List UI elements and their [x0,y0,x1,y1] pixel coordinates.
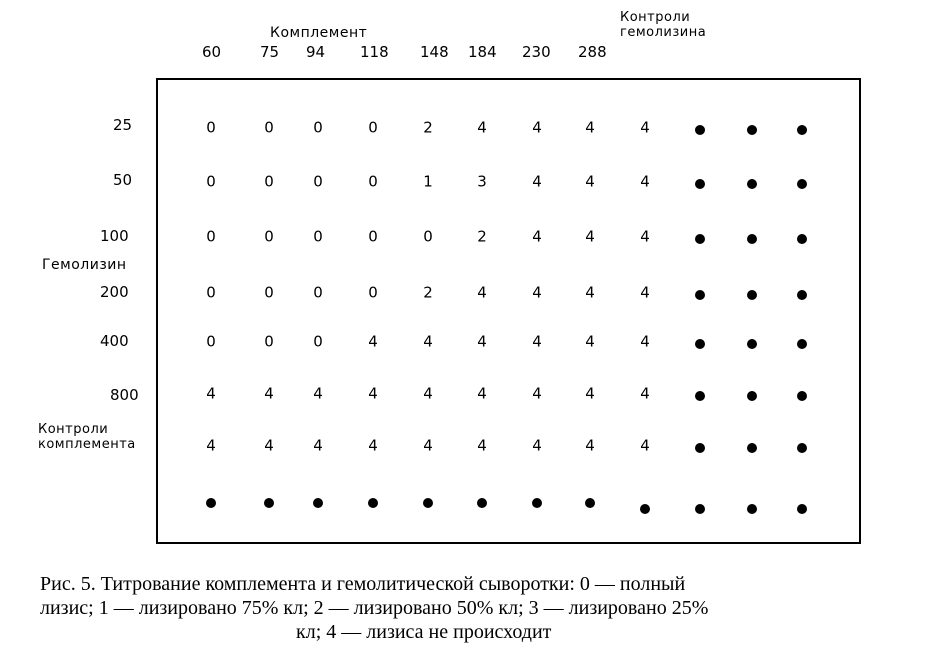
hemolysin-control-dot [747,391,757,401]
hemolysin-control-dot [797,391,807,401]
grid-cell-value: 4 [640,332,650,351]
grid-cell-value: 4 [585,283,595,302]
complement-control-dot [368,498,378,508]
complement-value: 94 [306,43,326,61]
complement-control-dot [477,498,487,508]
hemolysin-control-dot [747,125,757,135]
hemolysin-control-dot [695,290,705,300]
hemolysin-value: 800 [110,386,139,404]
grid-cell-value: 4 [313,384,323,403]
figure-caption [40,572,902,644]
grid-cell-value: 0 [206,227,216,246]
grid-cell-value: 4 [640,384,650,403]
grid-cell-value: 4 [585,172,595,191]
hemolysin-control-dot [797,125,807,135]
grid-cell-value: 4 [423,436,433,455]
grid-cell-value: 4 [477,283,487,302]
complement-value: 60 [202,43,222,61]
complement-control-dot [747,504,757,514]
hemolysin-control-dot [797,443,807,453]
complement-control-dot [423,498,433,508]
complement-value: 75 [260,43,280,61]
grid-cell-value: 0 [368,118,378,137]
complement-control-dot [532,498,542,508]
grid-cell-value: 4 [585,436,595,455]
grid-cell-value: 0 [313,172,323,191]
hemolysin-control-dot [695,443,705,453]
grid-cell-value: 4 [368,332,378,351]
grid-cell-value: 0 [423,227,433,246]
grid-cell-value: 0 [313,332,323,351]
grid-cell-value: 0 [264,332,274,351]
grid-cell-value: 4 [640,118,650,137]
grid-cell-value: 4 [423,384,433,403]
grid-cell-value: 4 [206,436,216,455]
grid-cell-value: 4 [477,384,487,403]
grid-cell-value: 2 [423,118,433,137]
hemolysin-value: 100 [100,227,129,245]
grid-cell-value: 4 [585,332,595,351]
grid-cell-value: 0 [264,283,274,302]
hemolysin-control-dot [747,290,757,300]
hemolysin-value: 50 [113,171,133,189]
caption-line-1: Рис. 5. Титрование комплемента и гемолитической сыворотки: 0 — полный [40,573,686,595]
grid-cell-value: 4 [423,332,433,351]
complement-value: 148 [420,43,449,61]
grid-cell-value: 0 [368,227,378,246]
caption-line-3: кл; 4 — лизиса не происходит [296,621,552,643]
complement-value: 118 [360,43,389,61]
grid-cell-value: 4 [313,436,323,455]
complement-control-dot [797,504,807,514]
grid-cell-value: 0 [206,332,216,351]
grid-cell-value: 4 [532,227,542,246]
grid-cell-value: 0 [206,283,216,302]
hemolysin-control-dot [695,234,705,244]
hemolysin-control-dot [797,339,807,349]
hemolysin-control-dot [747,234,757,244]
grid-cell-value: 0 [313,283,323,302]
hemolysin-controls-title-line2: гемолизина [620,25,707,40]
grid-cell-value: 0 [264,118,274,137]
complement-control-dot [313,498,323,508]
complement-controls-label-line1: Контроли [38,422,109,437]
grid-cell-value: 0 [206,118,216,137]
complement-control-dot [695,504,705,514]
hemolysin-value: 25 [113,116,133,134]
grid-cell-value: 4 [532,172,542,191]
grid-cell-value: 0 [264,227,274,246]
grid-cell-value: 4 [640,283,650,302]
grid-cell-value: 0 [264,172,274,191]
caption-line-2: лизис; 1 — лизировано 75% кл; 2 — лизировано 50% кл; 3 — лизировано 25% [40,597,709,619]
grid-cell-value: 0 [368,283,378,302]
grid-cell-value: 4 [585,384,595,403]
hemolysin-control-dot [695,339,705,349]
complement-value: 288 [578,43,607,61]
grid-cell-value: 4 [532,436,542,455]
grid-cell-value: 4 [264,384,274,403]
grid-cell-value: 0 [368,172,378,191]
complement-control-dot [640,504,650,514]
grid-cell-value: 4 [206,384,216,403]
complement-value: 184 [468,43,497,61]
hemolysin-control-dot [695,125,705,135]
grid-cell-value: 0 [206,172,216,191]
hemolysin-control-dot [695,391,705,401]
grid-cell-value: 4 [532,332,542,351]
grid-cell-value: 4 [640,172,650,191]
grid-cell-value: 4 [368,436,378,455]
grid-cell-value: 4 [368,384,378,403]
grid-cell-value: 4 [532,283,542,302]
hemolysin-value: 400 [100,332,129,350]
complement-value: 230 [522,43,551,61]
hemolysin-control-dot [747,443,757,453]
hemolysin-control-dot [797,179,807,189]
hemolysin-label: Гемолизин [42,257,127,273]
hemolysin-control-dot [747,179,757,189]
grid-cell-value: 4 [640,436,650,455]
grid-cell-value: 4 [532,118,542,137]
grid-cell-value: 2 [477,227,487,246]
grid-cell-value: 4 [640,227,650,246]
complement-control-dot [585,498,595,508]
complement-control-dot [264,498,274,508]
grid-cell-value: 4 [477,436,487,455]
complement-controls-label-line2: комплемента [38,437,136,452]
grid-cell-value: 4 [532,384,542,403]
grid-cell-value: 0 [313,118,323,137]
grid-cell-value: 4 [477,118,487,137]
grid-cell-value: 4 [585,118,595,137]
grid-cell-value: 3 [477,172,487,191]
grid-cell-value: 1 [423,172,433,191]
hemolysin-control-dot [797,234,807,244]
grid-cell-value: 4 [264,436,274,455]
grid-cell-value: 4 [477,332,487,351]
complement-title: Комплемент [270,25,368,41]
complement-control-dot [206,498,216,508]
grid-cell-value: 2 [423,283,433,302]
hemolysin-control-dot [695,179,705,189]
grid-cell-value: 0 [313,227,323,246]
hemolysin-control-dot [797,290,807,300]
hemolysin-control-dot [747,339,757,349]
hemolysin-value: 200 [100,283,129,301]
grid-cell-value: 4 [585,227,595,246]
hemolysin-controls-title-line1: Контроли [620,10,691,25]
